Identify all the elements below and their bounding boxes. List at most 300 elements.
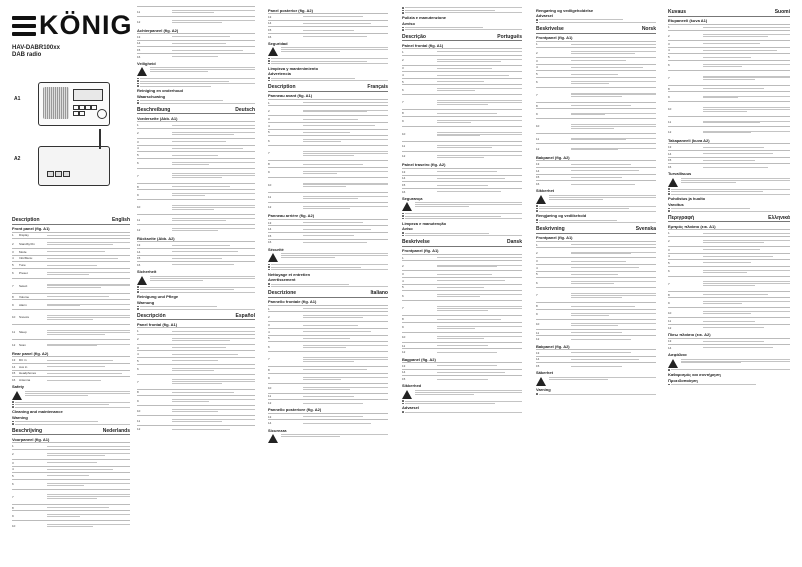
warning-triangle-icon <box>402 390 412 399</box>
table-row: 1 <box>536 241 656 248</box>
table-row: 8 <box>12 504 130 511</box>
keyword: Advarsel <box>536 13 553 18</box>
table-row: 16 <box>402 188 522 195</box>
table-row: 14 <box>137 248 255 255</box>
section-header-no: Beskrivelse Norsk <box>536 26 656 32</box>
table-row: 8 <box>137 389 255 396</box>
table-row: 10 Snooze <box>12 309 130 324</box>
subheading: Painel frontal (fig. A1) <box>402 42 444 48</box>
warning-block <box>536 195 656 204</box>
keyword: Avertissement <box>268 277 296 283</box>
table-row: 7 <box>268 351 388 366</box>
table-row: 9 <box>668 297 790 307</box>
subheading: Bagpanel (fig. A2) <box>402 356 436 362</box>
table-row: 11 <box>536 329 656 336</box>
warning-block <box>668 178 790 187</box>
button-icon <box>79 111 85 116</box>
list-item <box>536 205 656 207</box>
list-item <box>536 210 656 212</box>
list-item <box>268 286 388 288</box>
table-row: 6 <box>536 77 656 87</box>
table-row: 6 <box>268 341 388 351</box>
section-header-sv: Beskrivning Svenska <box>536 226 656 233</box>
table-row: 12 <box>402 348 522 355</box>
subheading: Pulizia e manutenzione <box>402 15 447 20</box>
table-row: 4 <box>402 277 522 284</box>
table-row: 2 <box>402 260 522 270</box>
list-item <box>536 19 656 21</box>
section-header-de: Beschreibung Deutsch <box>137 106 255 113</box>
table-row: 1 <box>268 305 388 312</box>
list-item <box>402 400 522 402</box>
table-row: 11 Sleep <box>12 324 130 339</box>
subheading: Πίσω πλαίσιο (εικ. A2) <box>668 332 711 337</box>
table-row: 6 <box>536 277 656 287</box>
list-item <box>668 210 790 212</box>
list-item <box>402 411 522 413</box>
keyword: Advarsel <box>402 405 419 411</box>
table-row: 7 <box>402 94 522 109</box>
table-row: 15 <box>268 232 388 239</box>
table-row: 8 Volume <box>12 293 130 300</box>
table-row: 15 <box>536 362 656 369</box>
table-row: 4 <box>668 253 790 260</box>
table-row: 1 <box>402 254 522 261</box>
warning-block <box>268 47 388 56</box>
subheading: Εμπρός πλαίσιο (εικ. A1) <box>668 223 716 229</box>
list-item <box>12 423 130 425</box>
subheading: Panel frontal (fig. A1) <box>137 321 178 327</box>
table-row: 6 <box>668 60 790 70</box>
subheading: Rear panel (fig. A2) <box>12 350 49 356</box>
table-row: 7 <box>12 489 130 504</box>
list-item <box>268 63 388 65</box>
figure-a1-label: A1 <box>14 96 21 102</box>
table-row: 3 <box>402 270 522 277</box>
table-row: 3 <box>668 246 790 253</box>
table-row: 10 <box>12 520 130 530</box>
list-item <box>402 27 522 29</box>
table-row: 13 <box>137 241 255 248</box>
table-row: 12 <box>268 399 388 406</box>
table-row: 13 <box>536 349 656 356</box>
table-row: 6 <box>137 364 255 374</box>
table-row: 3 <box>137 344 255 351</box>
warning-block <box>668 359 790 368</box>
subheading: Bakpanel (fig. A2) <box>536 154 570 160</box>
table-row: 2 <box>536 47 656 57</box>
table-row: 7 <box>536 287 656 302</box>
list-item <box>12 404 130 406</box>
subheading: Reiniging en onderhoud <box>137 88 183 94</box>
table-row: 12 <box>268 202 388 212</box>
table-row: 13 <box>402 362 522 369</box>
list-item <box>137 291 255 293</box>
table-row: 5 <box>137 151 255 158</box>
table-row: 9 <box>268 167 388 177</box>
column-5 <box>536 6 656 396</box>
list-item <box>12 401 130 403</box>
subheading: Turvallisuus <box>668 171 692 177</box>
subheading: Limpeza e manutenção <box>402 220 447 226</box>
section-header-fi: Kuvaus Suomi <box>668 9 790 15</box>
table-row: 14 <box>536 356 656 363</box>
table-row: 10 <box>668 101 790 116</box>
table-row: 1 <box>668 229 790 236</box>
subheading: Panneau arrière (fig. A2) <box>268 213 315 219</box>
table-row: 1 <box>137 327 255 334</box>
table-row: 12 <box>137 425 255 432</box>
keyword: Aviso <box>402 226 413 232</box>
column-3 <box>268 6 388 445</box>
port-icon <box>55 171 62 177</box>
list-item <box>268 266 388 268</box>
table-row: 13 <box>268 219 388 226</box>
table-row: 5 <box>402 78 522 85</box>
list-item <box>668 384 790 386</box>
table-row: 6 <box>12 479 130 489</box>
table-row: 12 <box>668 324 790 331</box>
table-row: 16 <box>137 261 255 268</box>
subheading: Vorderseite (Abb. A1) <box>137 115 178 121</box>
table-row: 6 Preset <box>12 268 130 278</box>
table-row: 2 <box>668 236 790 246</box>
list-item <box>137 102 255 104</box>
list-item <box>402 215 522 217</box>
subheading: Panel posterior (fig. A2) <box>268 7 313 13</box>
table-row: 11 <box>668 116 790 126</box>
subheading: Pannello posteriore (fig. A2) <box>268 407 322 413</box>
konig-logo-icon <box>12 14 36 38</box>
table-row: 6 <box>668 266 790 276</box>
section-header-nl: Beschrijving Nederlands <box>12 427 130 434</box>
list-item <box>268 269 388 271</box>
table-row: 14 <box>668 344 790 351</box>
table-row: 13 DC in <box>12 356 130 363</box>
table-row: 12 <box>137 224 255 234</box>
table-row: 4 <box>536 264 656 271</box>
table-row: 10 <box>536 118 656 133</box>
table-row: 13 <box>668 338 790 345</box>
keyword: Warnung <box>137 299 155 305</box>
table-row: 9 Alarm <box>12 299 130 309</box>
table-row: 14 <box>402 369 522 376</box>
keyword: Varning <box>536 387 551 393</box>
subheading: Frontpanel (fig. A1) <box>536 235 573 241</box>
list-item <box>536 219 656 221</box>
subheading: Puhdistus ja huolto <box>668 196 706 202</box>
table-row: 8 <box>268 160 388 167</box>
keyword: Προειδοποίηση <box>668 377 698 383</box>
section-header-fr: Description Français <box>268 84 388 91</box>
table-row: 2 <box>268 311 388 321</box>
table-row: 3 <box>402 65 522 72</box>
table-row: 9 <box>536 108 656 118</box>
subheading: Safety <box>12 384 25 390</box>
list-item <box>402 213 522 215</box>
list-item <box>402 10 522 12</box>
table-row: 5 <box>12 472 130 479</box>
table-row: 3 Mode <box>12 248 130 255</box>
table-row: 7 <box>402 300 522 315</box>
table-row: 5 <box>536 70 656 77</box>
table-row: 10 <box>268 383 388 393</box>
list-item <box>668 193 790 195</box>
warning-block <box>402 202 522 211</box>
table-row: 11 <box>268 192 388 202</box>
table-row: 5 <box>402 284 522 291</box>
subheading: Sikkerhed <box>402 383 422 389</box>
table-row: 3 <box>268 321 388 328</box>
table-row: 13 <box>536 160 656 167</box>
table-row: 2 <box>536 247 656 257</box>
list-item <box>137 78 255 80</box>
list-item <box>137 306 255 308</box>
subheading: Rengjøring og vedlikehold <box>536 213 587 219</box>
table-row: 10 <box>536 319 656 329</box>
table-row: 2 <box>137 128 255 138</box>
column-2 <box>137 6 255 432</box>
table-row: 7 <box>268 145 388 160</box>
table-row: 11 <box>137 6 255 16</box>
figure-a2-label: A2 <box>14 156 21 162</box>
table-row: 15 Headphones <box>12 370 130 377</box>
warning-triangle-icon <box>536 195 546 204</box>
table-row: 2 Standby/On <box>12 238 130 248</box>
list-item <box>402 12 522 14</box>
table-row: 10 <box>268 177 388 192</box>
subheading: Veiligheid <box>137 60 156 66</box>
table-row: 11 <box>536 133 656 143</box>
table-row: 16 <box>137 53 255 60</box>
volume-knob-icon <box>97 109 107 119</box>
list-item <box>137 286 255 288</box>
display-icon <box>73 89 103 101</box>
list-item <box>137 308 255 310</box>
list-item <box>536 393 656 395</box>
table-row: 2 <box>12 449 130 459</box>
warning-block <box>268 253 388 262</box>
table-row: 1 <box>137 121 255 128</box>
list-item <box>536 222 656 224</box>
subheading: Nettoyage et entretien <box>268 271 311 277</box>
table-row: 2 <box>402 55 522 65</box>
warning-block <box>268 434 388 443</box>
table-row: 13 <box>268 413 388 420</box>
table-row: 1 <box>668 24 790 31</box>
subheading: Frontpanel (fig. A1) <box>536 35 573 40</box>
table-row: 9 <box>668 91 790 101</box>
table-row: 3 <box>668 40 790 47</box>
table-row: 5 <box>268 129 388 136</box>
table-row: 6 <box>402 290 522 300</box>
table-row: 9 <box>402 322 522 332</box>
table-row: 15 <box>668 157 790 164</box>
brand-header <box>12 10 133 58</box>
subheading: Frontpanel (fig. A1) <box>402 248 439 254</box>
subheading: Takapaneeli (kuva A2) <box>668 137 710 143</box>
list-item <box>668 191 790 193</box>
list-item <box>668 208 790 210</box>
antenna-icon <box>99 129 101 149</box>
subheading: Painel traseiro (fig. A2) <box>402 162 446 168</box>
table-row: 10 <box>402 126 522 141</box>
table-row: 8 <box>402 315 522 322</box>
list-item <box>402 403 522 405</box>
table-row: 11 <box>668 317 790 324</box>
rear-panel-illustration <box>38 146 110 186</box>
table-row: 2 <box>668 30 790 40</box>
column-6 <box>668 6 790 386</box>
list-item <box>137 83 255 85</box>
subheading: Bakpanel (fig. A2) <box>536 343 570 349</box>
warning-block <box>12 391 130 400</box>
table-row: 16 <box>268 33 388 40</box>
table-row: 1 <box>536 41 656 48</box>
port-icon <box>63 171 70 177</box>
table-row: 15 <box>402 375 522 382</box>
list-item <box>268 264 388 266</box>
table-row: 9 <box>137 395 255 405</box>
table-row: 8 <box>536 102 656 109</box>
subheading: Καθαρισμός και συντήρηση <box>668 372 721 378</box>
table-row: 3 <box>137 138 255 145</box>
list-item <box>137 80 255 82</box>
table-row: 4 <box>268 328 388 335</box>
table-row: 12 <box>536 335 656 342</box>
list-item <box>402 218 522 220</box>
table-row: 6 <box>268 135 388 145</box>
table-row: 3 <box>268 115 388 122</box>
table-row: 10 <box>402 332 522 342</box>
warning-triangle-icon <box>668 359 678 368</box>
table-row: 1 <box>12 442 130 449</box>
subheading: Panneau avant (fig. A1) <box>268 93 313 99</box>
warning-triangle-icon <box>12 391 22 400</box>
list-item <box>12 406 130 408</box>
table-row: 4 <box>668 47 790 54</box>
table-row: 11 <box>137 214 255 224</box>
list-item <box>402 7 522 9</box>
table-row: 8 <box>402 109 522 116</box>
warning-block <box>137 67 255 76</box>
warning-block <box>402 390 522 399</box>
list-item <box>268 77 388 79</box>
section-header-pt: Descrição Português <box>402 33 522 40</box>
list-item <box>137 85 255 87</box>
keyword: Advertencia <box>268 71 291 77</box>
subheading: Sikkerhet <box>536 188 555 194</box>
table-row: 15 <box>402 181 522 188</box>
subheading: Etupaneeli (kuva A1) <box>668 18 708 23</box>
table-row: 7 <box>137 374 255 389</box>
table-row: 9 <box>402 116 522 126</box>
subheading: Ασφάλεια <box>668 352 687 358</box>
table-row: 15 <box>137 255 255 262</box>
table-row: 11 <box>268 393 388 400</box>
subheading: Rückseite (Abb. A2) <box>137 235 175 241</box>
warning-block <box>536 377 656 386</box>
table-row: 14 <box>402 175 522 182</box>
table-row: 10 <box>137 199 255 214</box>
subheading: Pannello frontale (fig. A1) <box>268 299 317 305</box>
list-item <box>402 235 522 237</box>
warning-triangle-icon <box>268 434 278 443</box>
table-row: 14 <box>668 150 790 157</box>
table-row: 8 <box>536 302 656 309</box>
table-row: 6 <box>402 84 522 94</box>
table-row: 1 <box>268 99 388 106</box>
table-row: 12 <box>668 126 790 136</box>
section-header-es: Descripción Español <box>137 312 255 319</box>
table-row: 5 Tune <box>12 261 130 268</box>
subheading: Achterpaneel (fig. A2) <box>137 27 179 33</box>
table-row: 9 <box>536 309 656 319</box>
product-subtitle: DAB radio <box>12 52 42 58</box>
table-row: 12 <box>137 16 255 26</box>
button-icon <box>91 105 97 110</box>
keyword: Varoitus <box>668 201 684 207</box>
table-row: 4 <box>268 122 388 129</box>
table-row: 11 <box>402 141 522 151</box>
table-row: 11 <box>402 342 522 349</box>
table-row: 12 Scan <box>12 339 130 349</box>
subheading: Sicurezza <box>268 427 287 433</box>
table-row: 10 <box>137 405 255 415</box>
table-row: 15 <box>137 46 255 53</box>
table-row: 13 <box>402 168 522 175</box>
subheading: Segurança <box>402 195 423 201</box>
keyword: Waarschuwing <box>137 93 166 99</box>
table-row: 9 <box>12 510 130 520</box>
warning-block <box>137 276 255 285</box>
table-row: 8 <box>668 291 790 298</box>
subheading: Cleaning and maintenance <box>12 409 63 415</box>
table-row: 14 <box>268 419 388 426</box>
table-row: 13 <box>268 13 388 20</box>
table-row: 14 <box>137 40 255 47</box>
list-item <box>402 232 522 234</box>
brand-name: KÖNIG <box>39 10 133 40</box>
table-row: 13 <box>668 143 790 150</box>
warning-triangle-icon <box>137 67 147 76</box>
subheading: Limpieza y mantenimiento <box>268 65 319 71</box>
table-row: 2 <box>268 105 388 115</box>
list-item <box>668 369 790 371</box>
subheading: Sicherheit <box>137 269 157 275</box>
table-row: 3 <box>536 257 656 264</box>
speaker-grille-icon <box>43 87 69 119</box>
model-number: HAV-DABR100xx <box>12 45 60 51</box>
table-row: 14 <box>536 167 656 174</box>
section-header-el: Περιγραφή Ελληνικά <box>668 214 790 221</box>
table-row: 13 <box>137 33 255 40</box>
table-row: 4 Info/Menu <box>12 255 130 262</box>
warning-triangle-icon <box>402 202 412 211</box>
list-item <box>137 100 255 102</box>
table-row: 8 <box>668 85 790 92</box>
table-row: 5 <box>137 357 255 364</box>
subheading: Front panel (fig. A1) <box>12 226 50 231</box>
table-row: 9 <box>268 373 388 383</box>
subheading: Seguridad <box>268 40 288 46</box>
keyword: Warning <box>12 414 28 420</box>
keyword: Avviso <box>402 20 415 26</box>
table-row: 3 <box>12 459 130 466</box>
table-row: 11 <box>137 415 255 425</box>
column-1 <box>12 214 130 530</box>
table-row: 8 <box>268 366 388 373</box>
